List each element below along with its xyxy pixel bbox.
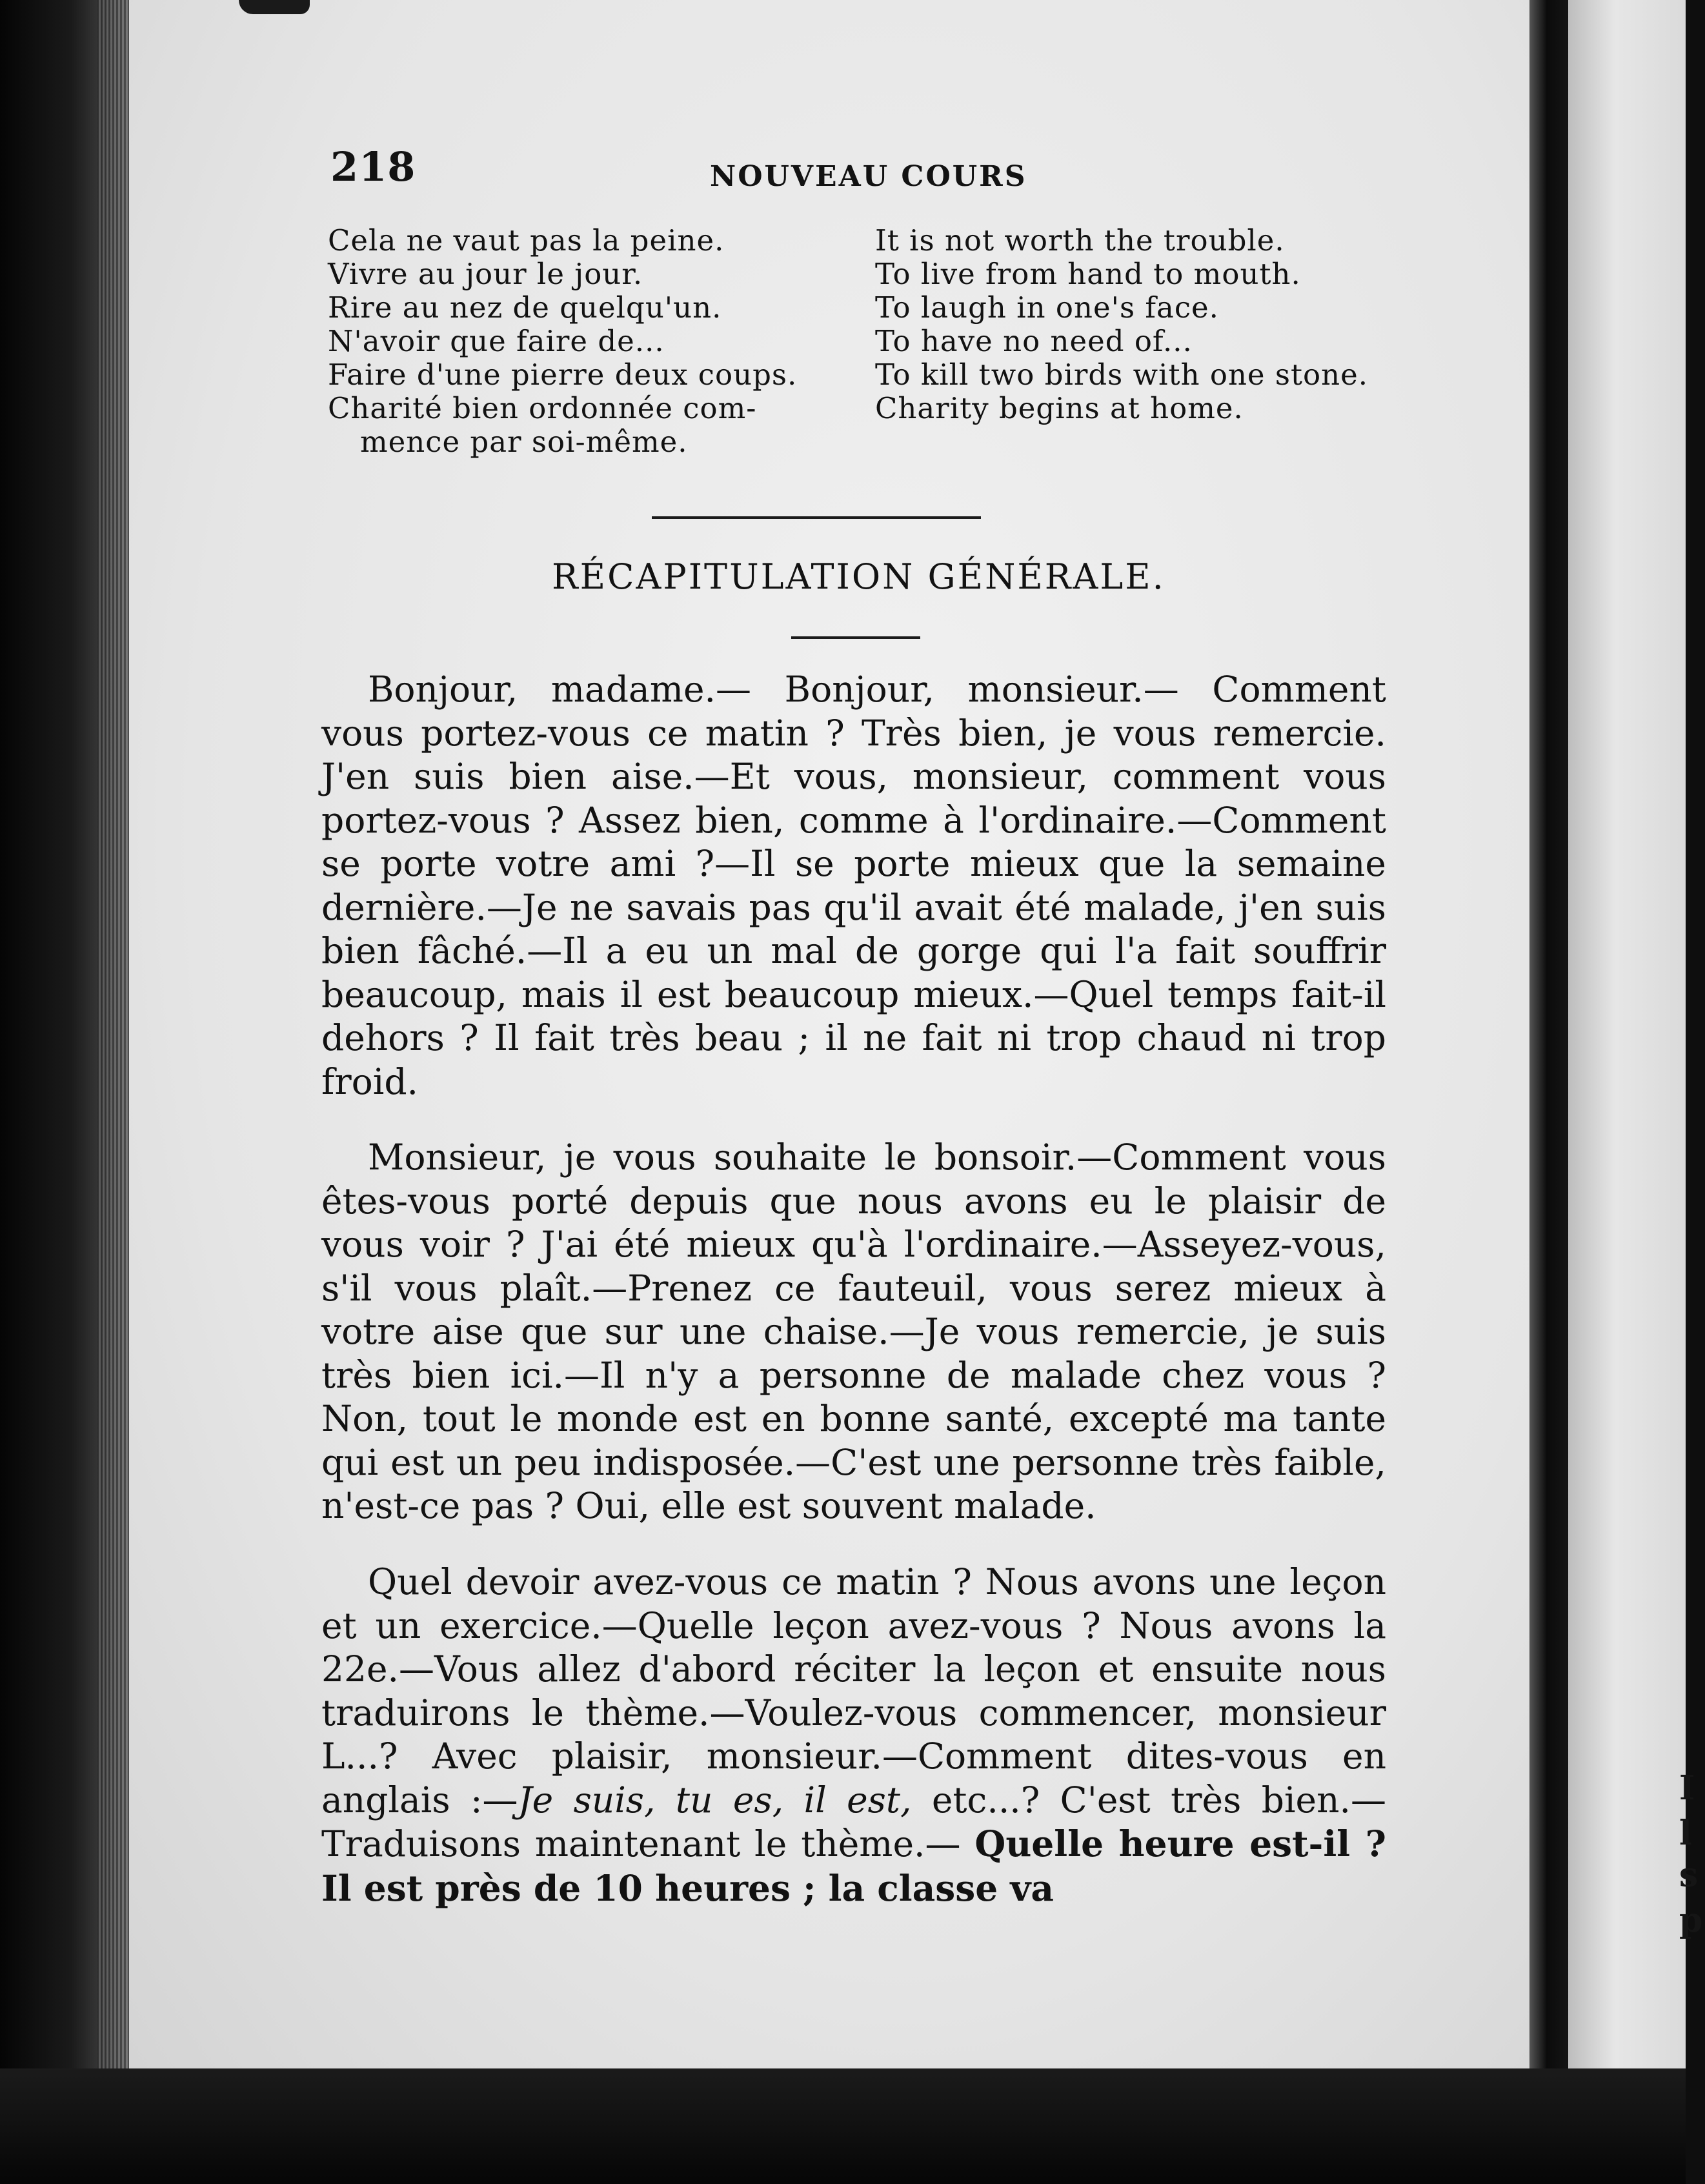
page-number: 218 — [330, 143, 416, 190]
section-title: RÉCAPITULATION GÉNÉRALE. — [552, 556, 1165, 597]
page-gap-shadow — [1529, 0, 1568, 2184]
paragraph-3-text-after-italic: etc...? C'est très bien.— Traduisons maintenant le thème.— — [321, 1779, 1386, 1865]
scan-bottom-border — [0, 2068, 1686, 2184]
english-phrase: To live from hand to mouth. — [875, 257, 1301, 291]
french-phrase: Rire au nez de quelqu'un. — [328, 290, 722, 325]
french-phrase: Vivre au jour le jour. — [328, 257, 643, 291]
english-phrase: To have no need of... — [875, 324, 1193, 358]
paragraph-1: Bonjour, madame.— Bonjour, monsieur.— Comment vous portez-vous ce matin ? Très bien, je vous remercie. J'en suis bien aise.—Et vous, monsieur, comment vous portez-vous ? Assez bien, comme à l'ordinaire.—Comment se porte votre ami ?—Il se porte mieux que la semaine dernière.—Je ne savais pas qu'il avait été malade, j'en suis bien fâché.—Il a eu un mal de gorge qui l'a fait souffrir beaucoup, mais il est beaucoup mieux.—Quel temps fait-il dehors ? Il fait très beau ; il ne fait ni trop chaud ni trop froid. — [321, 669, 1386, 1102]
paragraph-3-text: Quel devoir avez-vous ce matin ? Nous avons une leçon et un exercice.—Quelle leçon avez-vous ? Nous avons la 22e.—Vous allez d'abord réciter la leçon et ensuite nous traduirons le thème.—Voulez-vous commencer, monsieur L...? Avec plaisir, monsieur.—Comment dites-vous en anglais :— — [321, 1561, 1386, 1821]
english-phrase: It is not worth the trouble. — [875, 223, 1285, 258]
english-phrases-column — [875, 224, 1391, 425]
paragraph-3-bold-line: Quelle heure est-il ? Il est près de 10 heures ; la classe va — [321, 1823, 1386, 1909]
paragraph-3 — [321, 1561, 1386, 1910]
section-divider-rule — [652, 516, 981, 519]
french-phrase: Charité bien ordonnée com- — [328, 391, 757, 425]
next-page-letter: p — [1679, 1901, 1703, 1940]
english-phrase: Charity begins at home. — [875, 391, 1244, 425]
next-page-letter: l — [1679, 1814, 1692, 1853]
english-phrase: To laugh in one's face. — [875, 290, 1219, 325]
paragraph-2: Monsieur, je vous souhaite le bonsoir.—Comment vous êtes-vous porté depuis que nous avons eu le plaisir de vous voir ? J'ai été mieux qu'à l'ordinaire.—Asseyez-vous, s'il vous plaît.—Prenez ce fauteuil, vous serez mieux à votre aise que sur une chaise.—Je vous remercie, je suis très bien ici.—Il n'y a personne de malade chez vous ? Non, tout le monde est en bonne santé, excepté ma tante qui est un peu indisposée.—C'est une personne très faible, n'est-ce pas ? Oui, elle est souvent malade. — [321, 1137, 1386, 1526]
paragraph-3-italic: Je suis, tu es, il est, — [518, 1779, 912, 1821]
title-underline-rule — [791, 636, 920, 639]
french-phrases-column — [328, 224, 844, 459]
english-phrase: To kill two birds with one stone. — [875, 358, 1369, 392]
french-phrase: N'avoir que faire de... — [328, 324, 665, 358]
next-page-letter: s — [1679, 1855, 1699, 1895]
french-phrase: Cela ne vaut pas la peine. — [328, 223, 725, 258]
next-page-letter: I — [1679, 1768, 1695, 1808]
french-phrase-continued: mence par soi-même. — [360, 425, 688, 459]
running-head: NOUVEAU COURS — [710, 160, 1027, 193]
ink-blot — [239, 0, 310, 14]
french-phrase: Faire d'une pierre deux coups. — [328, 358, 798, 392]
next-page-edge — [1568, 0, 1703, 2068]
